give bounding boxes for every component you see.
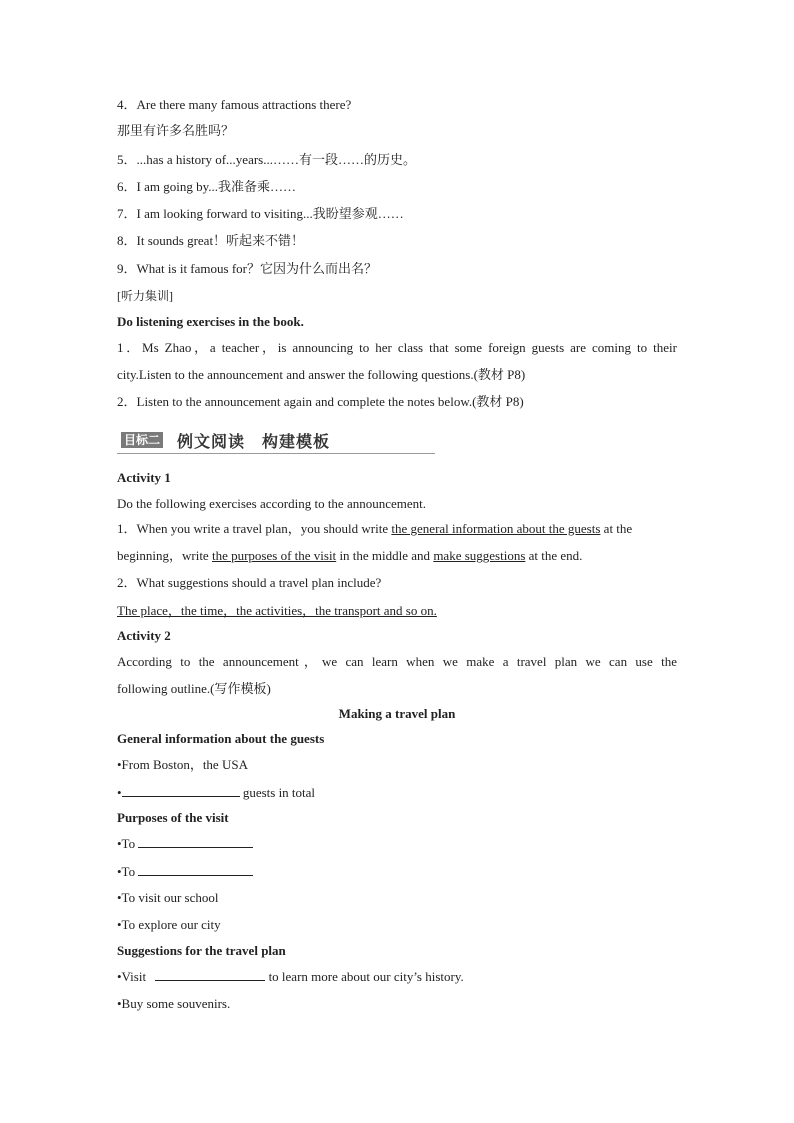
suggestions-heading: Suggestions for the travel plan [117, 943, 286, 958]
section-rule [117, 453, 435, 454]
purpose-item-2: •To [117, 863, 253, 880]
listening-question-1-line1: 1．Ms Zhao，a teacher，is announcing to her class that some foreign guests are coming to their [117, 340, 677, 355]
listening-subheading: Do listening exercises in the book. [117, 314, 304, 329]
answer-general-info: the general information about the guests [391, 521, 601, 536]
activity-1-heading: Activity 1 [117, 470, 171, 485]
fill-in-blank[interactable] [155, 968, 265, 981]
activity-2-intro-line1: According to the announcement，we can learn when we make a travel plan we can use the [117, 654, 677, 669]
expression-4: 4．Are there many famous attractions there? [117, 97, 352, 112]
suggestion-item-2: •Buy some souvenirs. [117, 996, 231, 1011]
expression-5: 5．...has a history of...years...……有一段……的历史。 [117, 152, 416, 167]
listening-question-2: 2．Listen to the announcement again and complete the notes below.(教材 P8) [117, 394, 524, 409]
section-tag: 目标二 [121, 432, 163, 448]
purpose-item-3: •To visit our school [117, 890, 219, 905]
listening-question-1-line2: city.Listen to the announcement and answer the following questions.(教材 P8) [117, 367, 526, 382]
activity-1-question-2: 2．What suggestions should a travel plan include? [117, 575, 382, 590]
purpose-item-1: •To [117, 835, 253, 852]
activity-2-heading: Activity 2 [117, 628, 171, 643]
fill-in-blank[interactable] [138, 835, 253, 848]
expression-9: 9．What is it famous for？它因为什么而出名？ [117, 261, 377, 276]
expression-8: 8．It sounds great！听起来不错！ [117, 233, 305, 248]
outline-title: Making a travel plan [338, 706, 456, 721]
suggestion-item-1: •Visit to learn more about our city’s history. [117, 969, 464, 984]
purpose-item-4: •To explore our city [117, 917, 221, 932]
expression-6: 6．I am going by...我准备乘…… [117, 179, 296, 194]
section-title: 例文阅读 构建模板 [177, 432, 331, 451]
section-header [117, 428, 435, 454]
activity-1-intro: Do the following exercises according to the announcement. [117, 496, 427, 511]
general-info-item-1: •From Boston，the USA [117, 757, 248, 772]
expression-4-translation: 那里有许多名胜吗？ [117, 124, 235, 139]
purposes-heading: Purposes of the visit [117, 810, 229, 825]
answer-purposes: the purposes of the visit [211, 548, 337, 563]
general-info-heading: General information about the guests [117, 731, 325, 746]
expression-7: 7．I am looking forward to visiting...我盼望参观…… [117, 206, 404, 221]
fill-in-blank[interactable] [138, 863, 253, 876]
activity-1-question-1-line2: beginning，write the purposes of the visit in the middle and make suggestions at the end. [117, 548, 583, 563]
activity-2-intro-line2: following outline.(写作模板) [117, 681, 271, 696]
activity-1-question-2-answer: The place，the time，the activities，the transport and so on. [117, 603, 437, 618]
answer-suggestions: make suggestions [433, 548, 526, 563]
general-info-item-2: • guests in total [117, 785, 316, 800]
activity-1-question-1-line1: 1．When you write a travel plan，you should write the general information about the guests at the [117, 521, 633, 536]
listening-heading: [听力集训] [117, 289, 173, 303]
fill-in-blank[interactable] [122, 784, 240, 797]
